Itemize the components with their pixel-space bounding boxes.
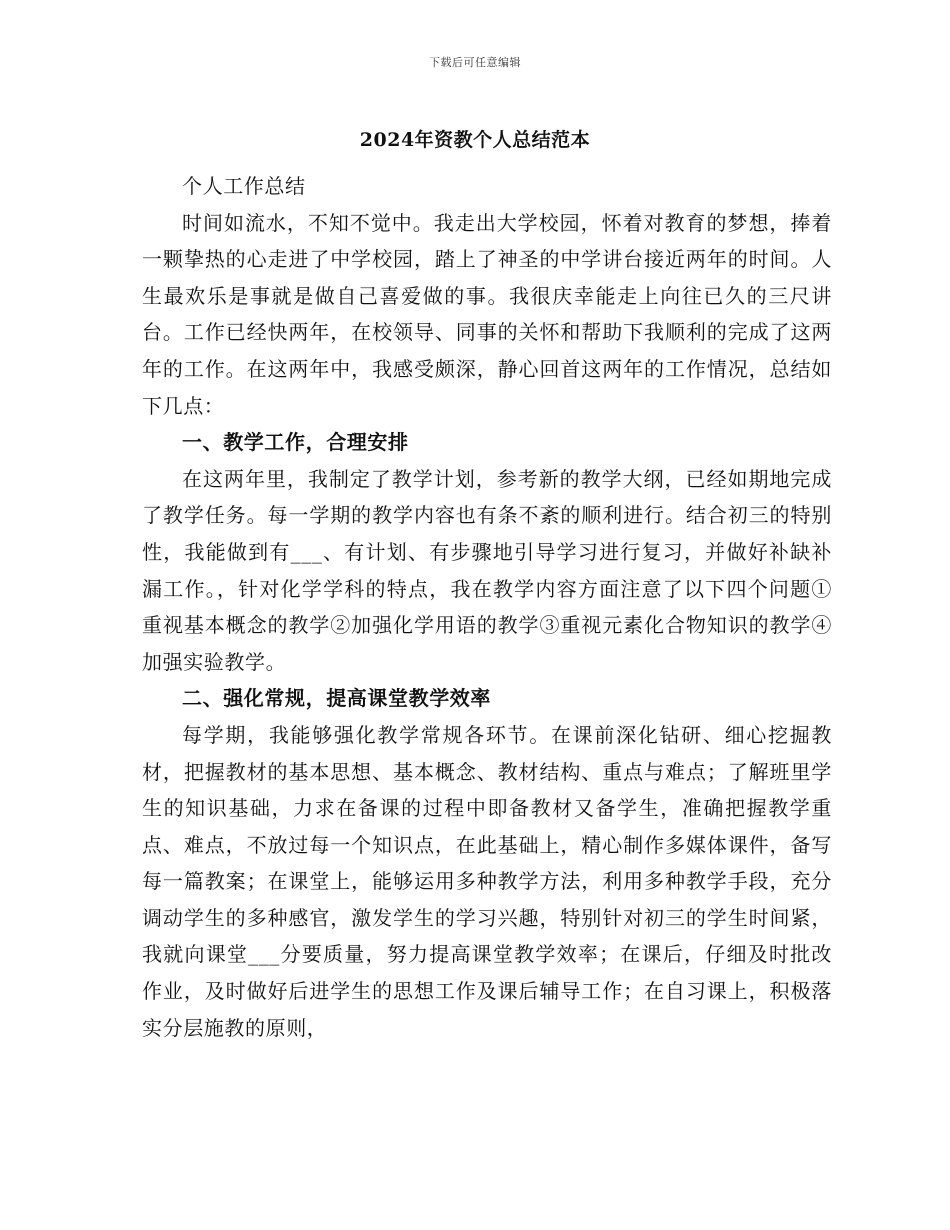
section-heading: 二、强化常规，提高课堂教学效率 xyxy=(182,686,491,711)
body-paragraph: 在这两年里，我制定了教学计划，参考新的教学大纲，已经如期地完成了教学任务。每一学期的教学内容也有条不紊的顺利进行。结合初三的特别性，我能做到有___、有计划、有步骤地引导学习进行复习，并做好补缺补漏工作。，针对化学学科的特点，我在教学内容方面注意了以下四个问题①重视基本概念的教学②加强化学用语的教学③重视元素化合物知识的教学④加强实验教学。 xyxy=(142,466,832,674)
section-subtitle: 个人工作总结 xyxy=(182,174,306,198)
body-paragraph: 每学期，我能够强化教学常规各环节。在课前深化钻研、细心挖掘教材，把握教材的基本思想、基本概念、教材结构、重点与难点；了解班里学生的知识基础，力求在备课的过程中即备教材又备学生，准确把握教学重点、难点，不放过每一个知识点，在此基础上，精心制作多媒体课件，备写每一篇教案；在课堂上，能够运用多种教学方法，利用多种教学手段，充分调动学生的多种感官，激发学生的学习兴趣，特别针对初三的学生时间紧，我就向课堂___分要质量，努力提高课堂教学效率；在课后，仔细及时批改作业，及时做好后进学生的思想工作及课后辅导工作；在自习课上，积极落实分层施教的原则， xyxy=(142,722,832,1040)
body-paragraph: 时间如流水，不知不觉中。我走出大学校园，怀着对教育的梦想，捧着一颗挚热的心走进了中学校园，踏上了神圣的中学讲台接近两年的时间。人生最欢乐是事就是做自己喜爱做的事。我很庆幸能走上向往已久的三尺讲台。工作已经快两年，在校领导、同事的关怀和帮助下我顺利的完成了这两年的工作。在这两年中，我感受颇深，静心回首这两年的工作情况，总结如下几点： xyxy=(142,210,832,418)
document-title: 2024年资教个人总结范本 xyxy=(359,129,591,151)
document-body xyxy=(142,168,832,1046)
header-note: 下载后可任意编辑 xyxy=(429,56,521,69)
section-heading: 一、教学工作，合理安排 xyxy=(182,430,409,455)
